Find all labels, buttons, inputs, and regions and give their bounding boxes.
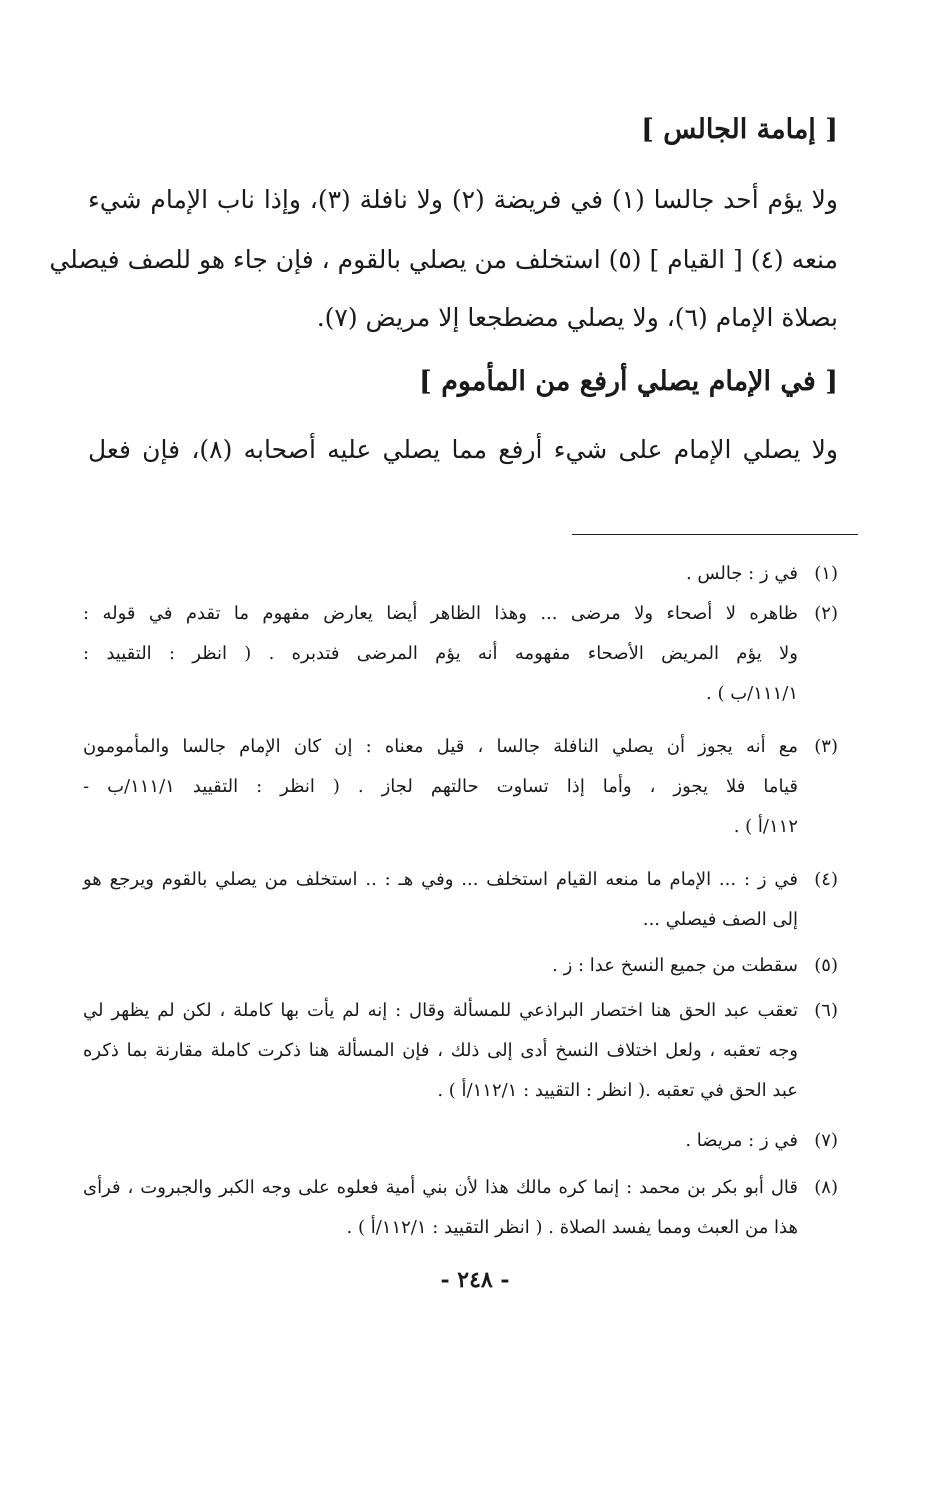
- footnote-number: (٢): [814, 603, 838, 624]
- body-line: بصلاة الإمام (٦)، ولا يصلي مضطجعا إلا مريض (٧).: [316, 303, 838, 332]
- footnote-line: في ز : جالس .: [685, 563, 798, 584]
- footnote-number: (٦): [814, 1000, 838, 1021]
- page-number: - ٢٤٨ -: [440, 1267, 510, 1293]
- body-line: ولا يصلي الإمام على شيء أرفع مما يصلي عليه أصحابه (٨)، فإن فعل: [88, 435, 838, 464]
- footnote-line: في ز : ... الإمام ما منعه القيام استخلف ... وفي هـ : .. استخلف من يصلي بالقوم ويرجع هو: [83, 869, 798, 890]
- body-line: ولا يؤم أحد جالسا (١) في فريضة (٢) ولا نافلة (٣)، وإذا ناب الإمام شيء: [88, 185, 838, 214]
- footnote-line: ولا يؤم المريض الأصحاء مفهومه أنه يؤم المرضى فتدبره . ( انظر : التقييد :: [83, 643, 798, 664]
- footnote-line: سقطت من جميع النسخ عدا : ز .: [552, 955, 798, 976]
- section-heading-imam-higher: [ في الإمام يصلي أرفع من المأموم ]: [419, 366, 838, 397]
- footnote-line: قال أبو بكر بن محمد : إنما كره مالك هذا لأن بني أمية فعلوه على وجه الكبر والجبروت ، فرأى: [83, 1177, 798, 1198]
- footnote-line: ١١٢/أ ) .: [733, 816, 798, 837]
- footnote-line: عبد الحق في تعقبه .( انظر : التقييد : ١١٢/١/أ ) .: [437, 1080, 798, 1101]
- footnote-number: (٣): [814, 736, 838, 757]
- footnote-separator: [572, 534, 858, 535]
- footnote-number: (١): [814, 563, 838, 584]
- footnote-number: (٤): [814, 869, 838, 890]
- section-heading-seated-imam: [ إمامة الجالس ]: [641, 114, 838, 145]
- body-line: منعه (٤) [ القيام ] (٥) استخلف من يصلي بالقوم ، فإن جاء هو للصف فيصلي: [49, 245, 838, 274]
- footnote-line: وجه تعقبه ، ولعل اختلاف النسخ أدى إلى ذلك ، فإن المسألة هنا ذكرت كاملة مقارنة بما ذكره: [83, 1040, 798, 1061]
- footnote-line: إلى الصف فيصلي ...: [642, 909, 798, 930]
- footnote-number: (٥): [814, 955, 838, 976]
- footnote-line: قياما فلا يجوز ، وأما إذا تساوت حالتهم لجاز . ( انظر : التقييد ١١١/١/ب -: [83, 776, 798, 797]
- footnote-line: ١١١/١/ب ) .: [706, 683, 798, 704]
- footnote-line: في ز : مريضا .: [685, 1130, 798, 1151]
- footnote-number: (٨): [814, 1177, 838, 1198]
- footnote-number: (٧): [814, 1130, 838, 1151]
- footnote-line: ظاهره لا أصحاء ولا مرضى ... وهذا الظاهر أيضا يعارض مفهوم ما تقدم في قوله :: [83, 603, 798, 624]
- footnote-line: هذا من العبث ومما يفسد الصلاة . ( انظر التقييد : ١١٢/١/أ ) .: [346, 1217, 798, 1238]
- footnote-line: مع أنه يجوز أن يصلي النافلة جالسا ، قيل معناه : إن كان الإمام جالسا والمأمومون: [83, 736, 798, 757]
- footnote-line: تعقب عبد الحق هنا اختصار البراذعي للمسألة وقال : إنه لم يأت بها كاملة ، لكن لم يظهر لي: [83, 1000, 798, 1021]
